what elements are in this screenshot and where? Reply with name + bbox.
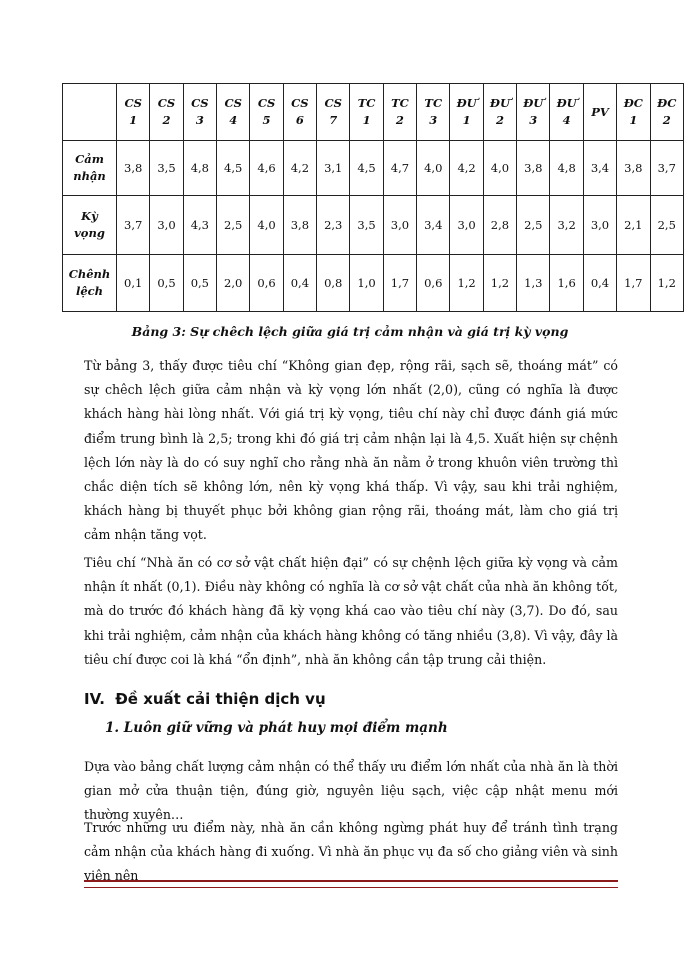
table-cell: 3,0 xyxy=(583,196,616,255)
table-cell: 0,4 xyxy=(283,255,316,312)
table-cell: 4,7 xyxy=(383,141,416,196)
table-cell: 2,0 xyxy=(217,255,250,312)
column-header-code: ĐƯ xyxy=(523,96,544,110)
table-cell: 4,8 xyxy=(183,141,216,196)
table-cell: 4,8 xyxy=(550,141,583,196)
paragraph-3: Dựa vào bảng chất lượng cảm nhận có thể thấy ưu điểm lớn nhất của nhà ăn là thời gian mở cửa thuận tiện, đúng giờ, nguyên liệu sạch, việc cập nhật menu mới thường xuyên… xyxy=(84,759,618,823)
footer-divider xyxy=(84,880,618,888)
column-header-code: CS xyxy=(257,96,276,110)
table-cell: 0,8 xyxy=(317,255,350,312)
table-cell: 3,2 xyxy=(550,196,583,255)
column-header-code: ĐƯ xyxy=(489,96,510,110)
column-header-code: CS xyxy=(324,96,342,110)
table-cell: 3,8 xyxy=(117,141,150,196)
row-label xyxy=(63,196,117,255)
table-cell: 0,5 xyxy=(183,255,216,312)
table-cell: 4,0 xyxy=(483,141,516,196)
table-cell: 3,7 xyxy=(117,196,150,255)
column-header-index: 1 xyxy=(129,113,138,127)
table-cell: 4,3 xyxy=(183,196,216,255)
paragraph-2: Tiêu chí “Nhà ăn có cơ sở vật chất hiện đại” có sự chệnh lệch giữa kỳ vọng và cảm nhận ít nhất (0,1). Điều này không có nghĩa là cơ sở vật chất của nhà ăn không tốt, mà do trước đó khách hàng đã kỳ vọng khá cao vào tiêu chí này (3,7). Do đó, sau khi trải nghiệm, cảm nhận của khách hàng không có tăng nhiều (3,8). Vì vậy, đây là tiêu chí được coi là khá “ổn định”, nhà ăn không cần tập trung cải thiện. xyxy=(84,555,618,667)
table-cell: 2,5 xyxy=(650,196,684,255)
table-corner-cell xyxy=(63,84,117,141)
row-label-line: Kỳ xyxy=(81,209,98,223)
table-row xyxy=(63,141,684,196)
table-column-header xyxy=(483,84,516,141)
table-cell: 1,7 xyxy=(617,255,650,312)
table-cell: 4,5 xyxy=(350,141,383,196)
table-column-header xyxy=(350,84,383,141)
table-cell: 3,1 xyxy=(317,141,350,196)
table-column-header xyxy=(450,84,483,141)
column-header-index: 6 xyxy=(295,113,304,127)
table-column-header xyxy=(150,84,183,141)
table-cell: 3,5 xyxy=(150,141,183,196)
table-cell: 3,0 xyxy=(383,196,416,255)
table-column-header xyxy=(183,84,216,141)
column-header-index: 3 xyxy=(429,113,438,127)
column-header-code: ĐƯ xyxy=(556,96,577,110)
column-header-index: 2 xyxy=(495,113,504,127)
table-column-header xyxy=(383,84,416,141)
column-header-code: TC xyxy=(424,96,443,110)
column-header-index: 3 xyxy=(195,113,204,127)
table-cell: 1,7 xyxy=(383,255,416,312)
subsection-heading: 1. Luôn giữ vững và phát huy mọi điểm mạnh xyxy=(105,720,448,736)
table-cell: 4,2 xyxy=(283,141,316,196)
table-column-header xyxy=(250,84,283,141)
column-header-code: CS xyxy=(157,96,176,110)
table-cell: 3,0 xyxy=(450,196,483,255)
table-column-header xyxy=(517,84,550,141)
comparison-table xyxy=(62,83,684,312)
table-cell: 4,6 xyxy=(250,141,283,196)
table-cell: 1,2 xyxy=(483,255,516,312)
table-cell: 2,1 xyxy=(617,196,650,255)
table-cell: 3,7 xyxy=(650,141,684,196)
table-cell: 0,1 xyxy=(117,255,150,312)
table-cell: 3,4 xyxy=(583,141,616,196)
table-cell: 1,6 xyxy=(550,255,583,312)
table-column-header xyxy=(417,84,450,141)
table-cell: 2,8 xyxy=(483,196,516,255)
column-header-index: 2 xyxy=(662,113,671,127)
table-column-header xyxy=(317,84,350,141)
column-header-code: ĐC xyxy=(623,96,643,110)
section-heading xyxy=(84,690,326,708)
table-cell: 3,8 xyxy=(283,196,316,255)
table-cell: 0,4 xyxy=(583,255,616,312)
table-column-header xyxy=(550,84,583,141)
column-header-code: TC xyxy=(357,96,376,110)
column-header-code: CS xyxy=(124,96,142,110)
row-label-line: Chênh xyxy=(68,267,111,281)
column-header-code: ĐC xyxy=(657,96,677,110)
table-cell: 2,5 xyxy=(217,196,250,255)
table-cell: 3,4 xyxy=(417,196,450,255)
column-header-index: 2 xyxy=(162,113,171,127)
table-column-header xyxy=(583,84,616,141)
column-header-index: 1 xyxy=(462,113,471,127)
table-cell: 0,5 xyxy=(150,255,183,312)
column-header-index: 4 xyxy=(562,113,571,127)
table-cell: 3,8 xyxy=(617,141,650,196)
table-column-header xyxy=(617,84,650,141)
row-label xyxy=(63,141,117,196)
row-label xyxy=(63,255,117,312)
table-cell: 4,0 xyxy=(417,141,450,196)
table-cell: 2,5 xyxy=(517,196,550,255)
table-cell: 4,0 xyxy=(250,196,283,255)
paragraph-4: Trước những ưu điểm này, nhà ăn cần không ngừng phát huy để tránh tình trạng cảm nhận của khách hàng đi xuống. Vì nhà ăn phục vụ đa số cho giảng viên và sinh viên nên xyxy=(84,820,618,884)
row-label-line: vọng xyxy=(74,226,105,240)
column-header-code: CS xyxy=(291,96,309,110)
column-header-index: 2 xyxy=(395,113,404,127)
table-cell: 3,8 xyxy=(517,141,550,196)
column-header-index: 3 xyxy=(529,113,538,127)
table-cell: 1,2 xyxy=(650,255,684,312)
column-header-code: CS xyxy=(191,96,209,110)
table-cell: 1,0 xyxy=(350,255,383,312)
table-row xyxy=(63,255,684,312)
column-header-code: PV xyxy=(591,104,609,119)
row-label-line: nhận xyxy=(73,169,106,183)
table-cell: 3,0 xyxy=(150,196,183,255)
table-cell: 2,3 xyxy=(317,196,350,255)
table-row xyxy=(63,196,684,255)
paragraph-1: Từ bảng 3, thấy được tiêu chí “Không gian đẹp, rộng rãi, sạch sẽ, thoáng mát” có sự chêch lệch giữa cảm nhận và kỳ vọng lớn nhất (2,0), cũng có nghĩa là được khách hàng hài lòng nhất. Với giá trị kỳ vọng, tiêu chí này chỉ được đánh giá mức điểm trung bình là 2,5; trong khi đó giá trị cảm nhận lại là 4,5. Xuất hiện sự chệnh lệch lớn này là do có suy nghĩ cho rằng nhà ăn nằm ở trong khuôn viên trường thì chắc diện tích sẽ không lớn, nên kỳ vọng khá thấp. Vì vậy, sau khi trải nghiệm, khách hàng bị thuyết phục bởi không gian rộng rãi, thoáng mát, làm cho giá trị cảm nhận tăng vọt. xyxy=(84,358,618,543)
section-number: IV. xyxy=(84,690,105,708)
row-label-line: Cảm xyxy=(75,152,104,166)
table-cell: 0,6 xyxy=(417,255,450,312)
section-title: Đề xuất cải thiện dịch vụ xyxy=(115,690,326,708)
column-header-index: 5 xyxy=(262,113,271,127)
table-cell: 3,5 xyxy=(350,196,383,255)
table-cell: 4,2 xyxy=(450,141,483,196)
table-cell: 0,6 xyxy=(250,255,283,312)
column-header-code: TC xyxy=(391,96,409,110)
column-header-index: 1 xyxy=(629,113,638,127)
column-header-index: 7 xyxy=(329,113,338,127)
table-column-header xyxy=(283,84,316,141)
table-cell: 1,3 xyxy=(517,255,550,312)
row-label-line: lệch xyxy=(75,284,104,298)
table-cell: 1,2 xyxy=(450,255,483,312)
table-column-header xyxy=(117,84,150,141)
column-header-index: 1 xyxy=(362,113,371,127)
table-cell: 4,5 xyxy=(217,141,250,196)
column-header-code: CS xyxy=(224,96,242,110)
table-column-header xyxy=(650,84,684,141)
column-header-code: ĐƯ xyxy=(456,96,477,110)
table-header-row xyxy=(63,84,684,141)
table-column-header xyxy=(217,84,250,141)
column-header-index: 4 xyxy=(229,113,238,127)
table-caption: Bảng 3: Sự chêch lệch giữa giá trị cảm nhận và giá trị kỳ vọng xyxy=(131,324,569,339)
